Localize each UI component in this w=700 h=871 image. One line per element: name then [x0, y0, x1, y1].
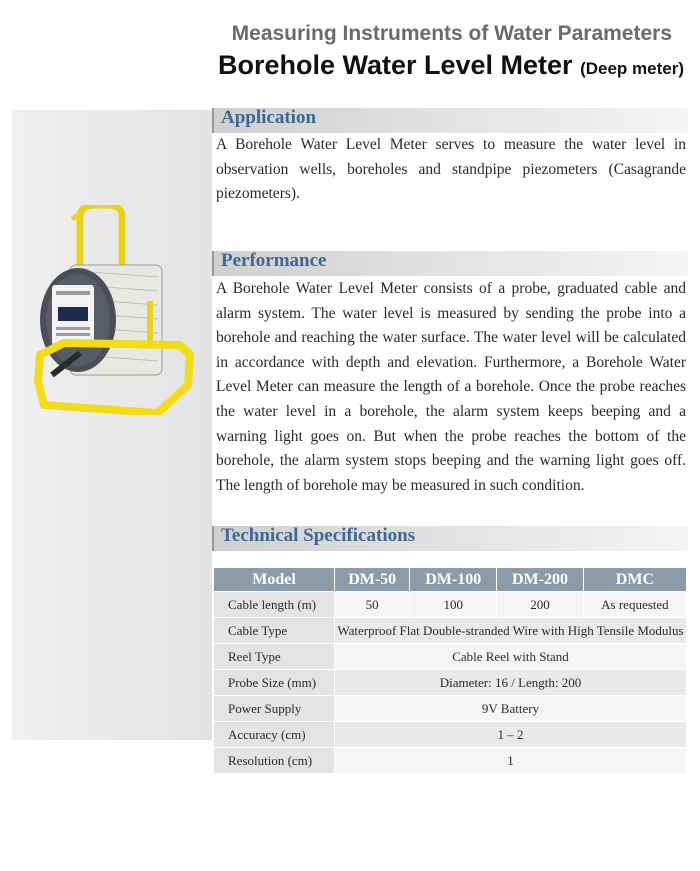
cell-value: As requested — [583, 592, 686, 618]
application-text: A Borehole Water Level Meter serves to measure the water level in observation wells, boreholes and standpipe piezometers (Casagrande piezometers). — [216, 136, 686, 203]
row-label: Accuracy (cm) — [214, 722, 335, 748]
product-title: Borehole Water Level Meter — [217, 50, 573, 80]
col-dm-100: DM-100 — [410, 568, 497, 592]
table-row — [214, 644, 687, 670]
cell-value: 200 — [497, 592, 584, 618]
cell-value: 100 — [410, 592, 497, 618]
row-label: Power Supply — [214, 696, 335, 722]
application-heading-bar — [212, 108, 688, 133]
cell-value: 1 – 2 — [335, 722, 687, 748]
table-row — [214, 670, 687, 696]
application-heading: Application — [221, 107, 317, 128]
page-title — [218, 50, 684, 81]
table-row — [214, 592, 687, 618]
performance-text: A Borehole Water Level Meter consists of a probe, graduated cable and alarm system. The water level is measured by sending the probe into a borehole and reaching the water surface. The water level will be calculated in accordance with depth and elevation. Furthermore, a Borehole Water Level Meter can measure the length of a borehole. Once the probe reaches the water level in a borehole, the alarm system keeps beeping and a warning light goes on. But when the probe reaches the bottom of the borehole, the alarm system stops beeping and the warning light goes off. The length of borehole may be measured in such condition. — [216, 280, 686, 494]
specs-heading: Technical Specifications — [221, 525, 416, 546]
cell-value: Waterproof Flat Double-stranded Wire with High Tensile Modulus — [335, 618, 687, 644]
cell-value: Cable Reel with Stand — [335, 644, 687, 670]
water-level-meter-photo — [30, 205, 210, 415]
row-label: Cable Type — [214, 618, 335, 644]
product-title-suffix: (Deep meter) — [580, 59, 684, 78]
table-row — [214, 618, 687, 644]
table-row — [214, 748, 687, 774]
row-label: Probe Size (mm) — [214, 670, 335, 696]
col-dm-200: DM-200 — [497, 568, 584, 592]
spec-table-header — [214, 568, 687, 592]
cell-value: 50 — [335, 592, 410, 618]
row-label: Resolution (cm) — [214, 748, 335, 774]
col-model: Model — [214, 568, 335, 592]
table-row — [214, 696, 687, 722]
cell-value: 1 — [335, 748, 687, 774]
performance-heading-bar — [212, 251, 688, 276]
catalog-subtitle: Measuring Instruments of Water Parameters — [231, 22, 672, 45]
col-dmc: DMC — [583, 568, 686, 592]
cell-value: 9V Battery — [335, 696, 687, 722]
specs-heading-bar — [212, 526, 688, 551]
cell-value: Diameter: 16 / Length: 200 — [335, 670, 687, 696]
col-dm-50: DM-50 — [335, 568, 410, 592]
performance-heading: Performance — [221, 250, 327, 271]
table-row — [214, 722, 687, 748]
spec-table — [213, 567, 687, 774]
row-label: Cable length (m) — [214, 592, 335, 618]
row-label: Reel Type — [214, 644, 335, 670]
